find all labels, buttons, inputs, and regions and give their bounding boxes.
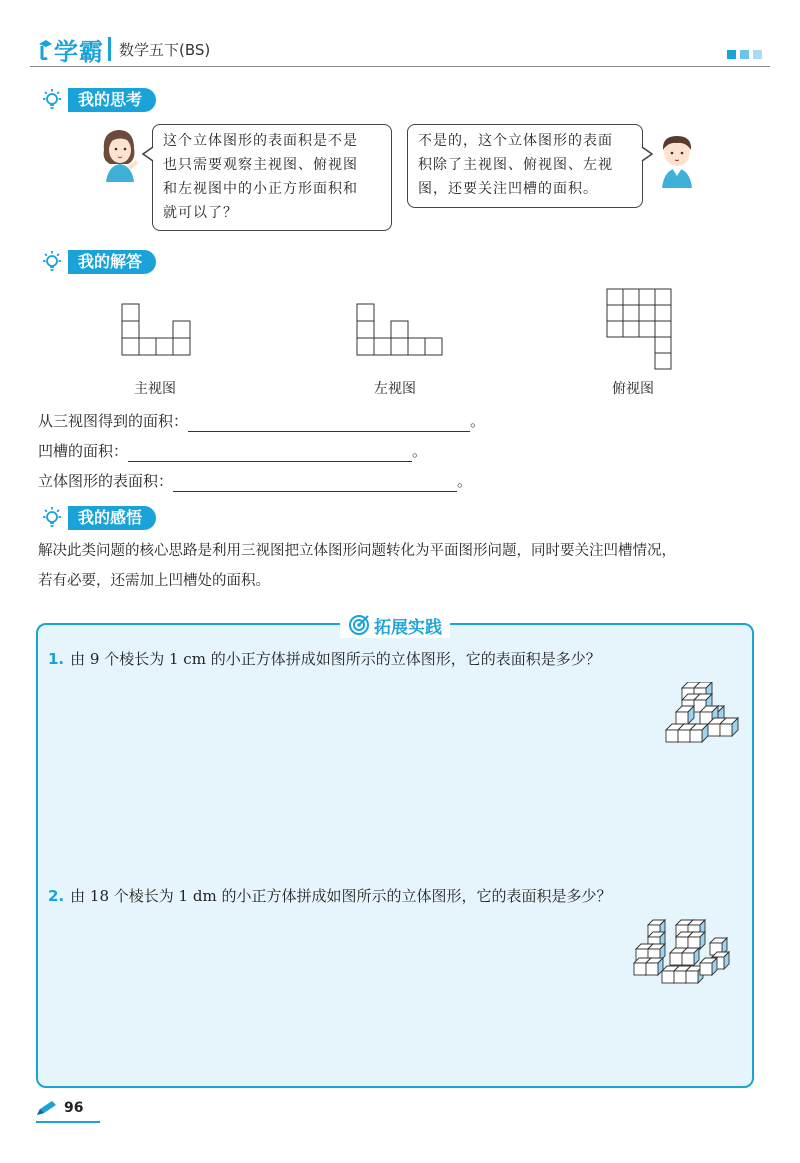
bubble-line: 和左视图中的小正方形面积和 [163, 181, 358, 197]
logo-divider [108, 37, 111, 61]
answer-row-3 [38, 470, 472, 492]
bubble-line: 图，还要关注凹槽的面积。 [418, 181, 598, 197]
answer-label: 从三视图得到的面积： [38, 412, 189, 430]
bubble-line: 不是的，这个立体图形的表面 [418, 133, 613, 149]
question-text: 由 9 个棱长为 1 cm 的小正方体拼成如图所示的立体图形，它的表面积是多少？ [70, 650, 601, 668]
bubble-line: 积除了主视图、俯视图、左视 [418, 157, 613, 173]
answer-row-1 [38, 410, 485, 432]
cube-figure-2 [632, 918, 744, 992]
period: 。 [457, 472, 473, 490]
practice-box [36, 623, 754, 1088]
target-icon [348, 614, 370, 636]
lightbulb-icon [40, 506, 64, 530]
page-header [30, 26, 770, 70]
pencil-icon [36, 1100, 58, 1116]
question-number: 1. [48, 650, 65, 668]
lightbulb-icon [40, 250, 64, 274]
practice-title [340, 613, 450, 638]
bubble-line: 也只需要观察主视图、俯视图 [163, 157, 358, 173]
answer-input-groove-area[interactable] [128, 446, 412, 462]
header-divider [30, 66, 770, 67]
section-title: 我的思考 [68, 88, 156, 112]
period: 。 [470, 412, 486, 430]
section-insight [40, 506, 156, 530]
left-view-diagram [355, 302, 443, 358]
bubble-line: 这个立体图形的表面积是不是 [163, 133, 358, 149]
bubble-tail [641, 146, 653, 162]
insight-line-1: 解决此类问题的核心思路是利用三视图把立体图形问题转化为平面图形问题，同时要关注凹槽情况， [38, 543, 676, 559]
book-title: 数学五下(BS) [119, 40, 211, 59]
top-view-label: 俯视图 [612, 381, 654, 397]
girl-avatar [98, 126, 142, 182]
front-view-diagram [120, 302, 192, 358]
practice-question-2 [48, 885, 611, 907]
period: 。 [412, 442, 428, 460]
practice-title-text: 拓展实践 [374, 617, 442, 638]
logo [38, 32, 210, 66]
front-view-label: 主视图 [134, 381, 176, 397]
answer-input-surface-area[interactable] [173, 476, 457, 492]
question-number: 2. [48, 887, 65, 905]
cube-figure-1 [664, 682, 742, 748]
section-title: 我的解答 [68, 250, 156, 274]
left-view-label: 左视图 [374, 381, 416, 397]
answer-label: 立体图形的表面积： [38, 472, 174, 490]
section-title: 我的感悟 [68, 506, 156, 530]
top-view-diagram [606, 288, 674, 374]
bubble-line: 就可以了？ [163, 205, 238, 221]
lightbulb-icon [40, 88, 64, 112]
practice-question-1 [48, 648, 601, 670]
section-answer [40, 250, 156, 274]
boy-speech-bubble [407, 124, 643, 208]
footer-divider [36, 1121, 100, 1123]
page-footer [36, 1100, 83, 1116]
page-number: 96 [64, 1100, 84, 1116]
answer-row-2 [38, 440, 427, 462]
insight-line-2: 若有必要，还需加上凹槽处的面积。 [38, 573, 270, 589]
boy-avatar [654, 130, 700, 188]
question-text: 由 18 个棱长为 1 dm 的小正方体拼成如图所示的立体图形，它的表面积是多少？ [70, 887, 612, 905]
bubble-tail [142, 146, 154, 162]
answer-input-views-area[interactable] [188, 416, 470, 432]
girl-speech-bubble [152, 124, 392, 231]
header-decoration [727, 50, 762, 59]
graduation-cap-icon [38, 38, 52, 60]
practice-title-bar [36, 612, 754, 638]
section-thinking [40, 88, 156, 112]
logo-text: 学霸 [54, 37, 104, 66]
answer-label: 凹槽的面积： [38, 442, 129, 460]
